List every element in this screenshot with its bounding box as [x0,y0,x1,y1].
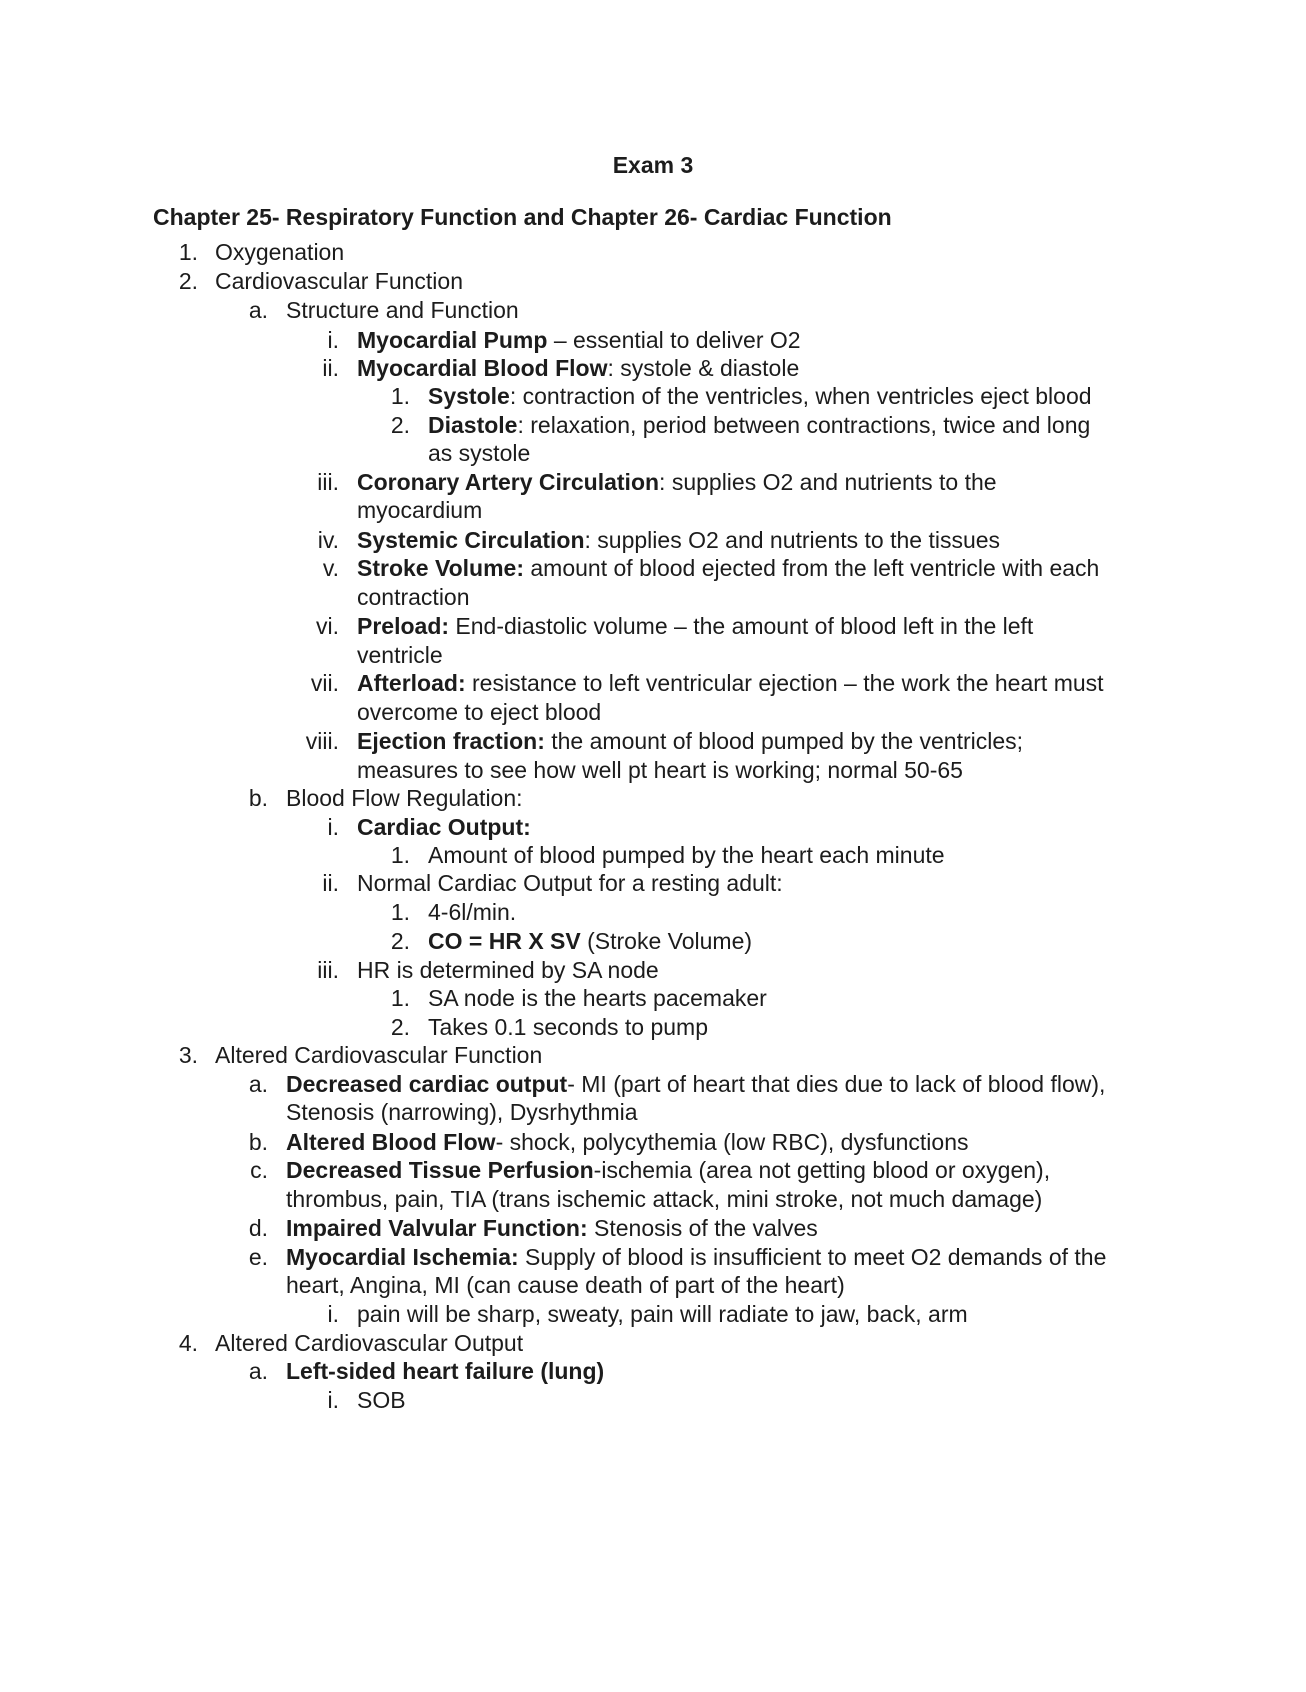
list-marker: i. [327,814,339,840]
list-marker: 1. [390,985,410,1011]
list-item-text [215,1044,542,1067]
definition-text: overcome to eject blood [357,699,602,725]
list-item-text [357,529,1000,552]
definition-text: measures to see how well pt heart is working; normal 50-65 [357,757,963,783]
definition-text: Takes 0.1 seconds to pump [428,1014,708,1040]
list-item-text [428,1016,708,1039]
list-item-text [286,1101,638,1124]
list-item-text [286,1274,845,1297]
list-item-text [357,1303,968,1326]
list-item-text [215,241,344,264]
definition-text: Altered Cardiovascular Output [215,1330,524,1356]
list-marker: i. [327,327,339,353]
definition-text: thrombus, pain, TIA (trans ischemic attack, mini stroke, not much damage) [286,1186,1043,1212]
definition-text: Blood Flow Regulation: [286,785,523,811]
term-label: Preload: [357,613,450,639]
term-label: Coronary Artery Circulation [357,469,660,495]
term-label: Stroke Volume: [357,555,524,581]
term-label: Altered Blood Flow [286,1129,496,1155]
list-item-text [215,270,463,293]
term-label: Cardiac Output: [357,814,531,840]
definition-text: - MI (part of heart that dies due to lack of blood flow), [567,1071,1106,1097]
list-item-text [215,1332,523,1355]
list-item-text [286,787,523,810]
list-marker: 2. [390,928,410,954]
list-marker: a. [248,297,268,323]
term-label: Myocardial Pump [357,327,548,353]
list-item-text [286,1188,1042,1211]
definition-text: 4-6l/min. [428,899,517,925]
list-item-text [357,586,470,609]
definition-text: : supplies O2 and nutrients to the [659,469,997,495]
list-marker: iii. [317,469,339,495]
list-item-text [357,557,1099,580]
definition-text: resistance to left ventricular ejection – the work the heart must [465,670,1104,696]
document-subtitle: Chapter 25- Respiratory Function and Chapter 26- Cardiac Function [153,204,892,230]
list-marker: 4. [178,1330,198,1356]
term-label: Afterload: [357,670,466,696]
list-item-text [357,701,601,724]
list-item-text [357,959,659,982]
definition-text: Supply of blood is insufficient to meet O2 demands of the [518,1244,1107,1270]
list-item-text [286,1217,818,1240]
definition-text: pain will be sharp, sweaty, pain will radiate to jaw, back, arm [357,1301,968,1327]
list-item-text [428,442,530,465]
list-marker: viii. [305,728,339,754]
list-marker: b. [248,785,268,811]
definition-text: amount of blood ejected from the left ventricle with each [524,555,1100,581]
list-marker: i. [327,1387,339,1413]
list-marker: iv. [317,527,339,553]
definition-text: Altered Cardiovascular Function [215,1042,543,1068]
term-label: Left-sided heart failure (lung) [286,1358,605,1384]
list-marker: vi. [316,613,339,639]
list-item-text [428,844,945,867]
list-marker: vii. [310,670,339,696]
list-marker: 1. [390,899,410,925]
list-marker: 1. [390,383,410,409]
list-marker: v. [322,555,339,581]
definition-text: : systole & diastole [607,355,800,381]
term-label: Impaired Valvular Function: [286,1215,588,1241]
list-marker: iii. [317,957,339,983]
definition-text: HR is determined by SA node [357,957,659,983]
list-item-text [357,499,482,522]
list-item-text [357,1389,406,1412]
list-item-text [286,1073,1105,1096]
term-label: Decreased cardiac output [286,1071,568,1097]
definition-text: the amount of blood pumped by the ventricles; [544,728,1024,754]
list-item-text [357,872,783,895]
definition-text: – essential to deliver O2 [547,327,801,353]
list-item-text [428,414,1090,437]
definition-text: Stenosis of the valves [587,1215,818,1241]
term-label: Systole [428,383,510,409]
list-marker: c. [250,1157,268,1183]
term-label: Myocardial Blood Flow [357,355,608,381]
list-item-text [428,930,752,953]
definition-text: (Stroke Volume) [580,928,753,954]
term-label: Ejection fraction: [357,728,545,754]
list-marker: 2. [390,412,410,438]
definition-text: : supplies O2 and nutrients to the tissues [584,527,1001,553]
term-label: Decreased Tissue Perfusion [286,1157,594,1183]
definition-text: SA node is the hearts pacemaker [428,985,767,1011]
list-item-text [357,329,801,352]
definition-text: : contraction of the ventricles, when ventricles eject blood [509,383,1092,409]
term-label: CO = HR X SV [428,928,581,954]
definition-text: Stenosis (narrowing), Dysrhythmia [286,1099,638,1125]
list-marker: 1. [390,842,410,868]
list-marker: a. [248,1358,268,1384]
list-item-text [428,901,516,924]
definition-text: Amount of blood pumped by the heart each minute [428,842,945,868]
list-marker: 2. [178,268,198,294]
definition-text: contraction [357,584,470,610]
definition-text: -ischemia (area not getting blood or oxygen), [593,1157,1051,1183]
list-item-text [357,759,963,782]
definition-text: as systole [428,440,531,466]
list-marker: d. [248,1215,268,1241]
definition-text: End-diastolic volume – the amount of blood left in the left [449,613,1034,639]
definition-text: heart, Angina, MI (can cause death of part of the heart) [286,1272,845,1298]
list-item-text [428,385,1092,408]
list-marker: 2. [390,1014,410,1040]
list-marker: b. [248,1129,268,1155]
definition-text: - shock, polycythemia (low RBC), dysfunctions [495,1129,969,1155]
definition-text: ventricle [357,642,443,668]
list-item-text [357,672,1104,695]
list-item-text [357,615,1033,638]
list-item-text [357,471,997,494]
list-marker: 1. [178,239,198,265]
list-item-text [428,987,767,1010]
document-title: Exam 3 [612,152,694,178]
list-marker: ii. [322,870,339,896]
list-marker: 3. [178,1042,198,1068]
definition-text: Oxygenation [215,239,345,265]
list-marker: a. [248,1071,268,1097]
term-label: Myocardial Ischemia: [286,1244,519,1270]
definition-text: Cardiovascular Function [215,268,464,294]
list-item-text [357,816,531,839]
term-label: Systemic Circulation [357,527,585,553]
list-item-text [286,1360,604,1383]
list-item-text [357,730,1023,753]
list-item-text [357,644,443,667]
definition-text: SOB [357,1387,406,1413]
list-item-text [286,1159,1050,1182]
list-item-text [286,299,519,322]
definition-text: : relaxation, period between contractions, twice and long [517,412,1091,438]
list-marker: e. [248,1244,268,1270]
list-marker: ii. [322,355,339,381]
definition-text: Normal Cardiac Output for a resting adult: [357,870,783,896]
definition-text: myocardium [357,497,483,523]
list-item-text [357,357,799,380]
list-marker: i. [327,1301,339,1327]
list-item-text [286,1246,1106,1269]
definition-text: Structure and Function [286,297,519,323]
list-item-text [286,1131,969,1154]
term-label: Diastole [428,412,518,438]
